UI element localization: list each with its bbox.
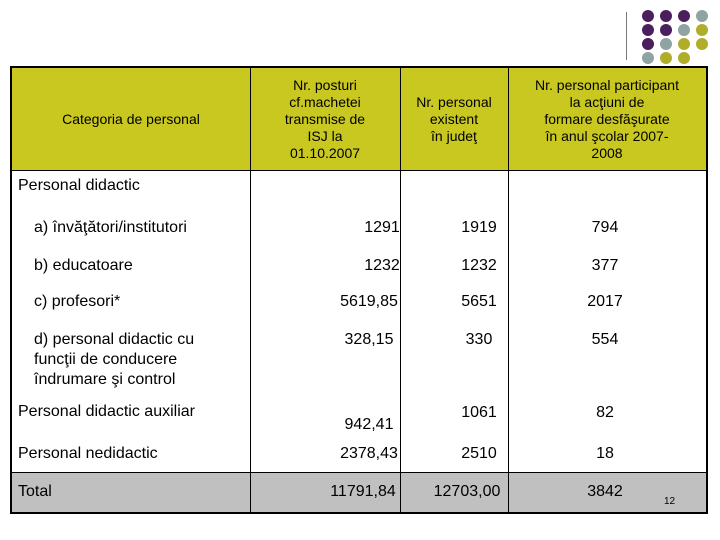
- decorative-dot: [678, 24, 690, 36]
- header-divider: [12, 170, 706, 171]
- row-label: Personal didactic auxiliar: [18, 403, 195, 420]
- row-posts-total: 11791,84: [330, 483, 396, 500]
- row-participants: 82: [596, 404, 614, 421]
- decorative-dot: [642, 24, 654, 36]
- row-existing: 1232: [461, 257, 497, 274]
- section-title: Personal didactic: [18, 177, 140, 194]
- row-existing: 5651: [461, 293, 497, 310]
- row-posts: 1232: [364, 257, 400, 274]
- decorative-dot: [678, 52, 690, 64]
- decorative-dot: [660, 52, 672, 64]
- header-participants: Nr. personal participant la acţiuni de formare desfăşurate în anul şcolar 2007- 2008: [535, 76, 679, 161]
- header-category: Categoria de personal: [62, 110, 200, 127]
- row-participants: 2017: [587, 293, 623, 310]
- row-posts: 2378,43: [340, 445, 398, 462]
- row-posts: 1291: [364, 219, 400, 236]
- decorative-dot: [642, 38, 654, 50]
- row-label: Personal nedidactic: [18, 445, 158, 462]
- row-label-total: Total: [18, 483, 52, 500]
- row-label: c) profesori*: [34, 293, 121, 310]
- row-label: a) învăţători/institutori: [34, 219, 187, 236]
- row-label: b) educatoare: [34, 257, 133, 274]
- row-existing-total: 12703,00: [433, 483, 501, 500]
- row-label: d) personal didactic cu funcţii de conducere îndrumare şi control: [34, 331, 195, 388]
- staff-table: [10, 66, 708, 514]
- row-existing: 1061: [461, 404, 497, 421]
- total-divider: [12, 472, 706, 473]
- decorative-dot: [660, 10, 672, 22]
- decorative-dot: [660, 24, 672, 36]
- decorative-dot: [696, 24, 708, 36]
- row-participants: 794: [591, 219, 619, 236]
- decorative-dot: [678, 38, 690, 50]
- row-posts: 5619,85: [340, 293, 398, 310]
- decorative-dot: [660, 38, 672, 50]
- row-participants: 377: [591, 257, 619, 274]
- header-posts: Nr. posturi cf.machetei transmise de ISJ la 01.10.2007: [284, 76, 366, 161]
- decorative-dot: [678, 10, 690, 22]
- decorative-dot: [642, 10, 654, 22]
- page-number: 12: [664, 496, 676, 507]
- decorative-line: [626, 12, 627, 60]
- row-participants: 554: [591, 331, 619, 348]
- row-existing: 1919: [461, 219, 497, 236]
- decorative-dots-icon: [640, 8, 720, 68]
- row-posts: 328,15: [344, 331, 394, 348]
- row-existing: 330: [465, 331, 493, 348]
- row-participants: 18: [596, 445, 614, 462]
- header-existing: Nr. personal existent în judeţ: [416, 93, 492, 144]
- row-existing: 2510: [461, 445, 497, 462]
- decorative-dot: [642, 52, 654, 64]
- row-participants-total: 3842: [587, 483, 623, 500]
- decorative-dot: [696, 38, 708, 50]
- row-posts: 942,41: [344, 416, 394, 433]
- decorative-dot: [696, 10, 708, 22]
